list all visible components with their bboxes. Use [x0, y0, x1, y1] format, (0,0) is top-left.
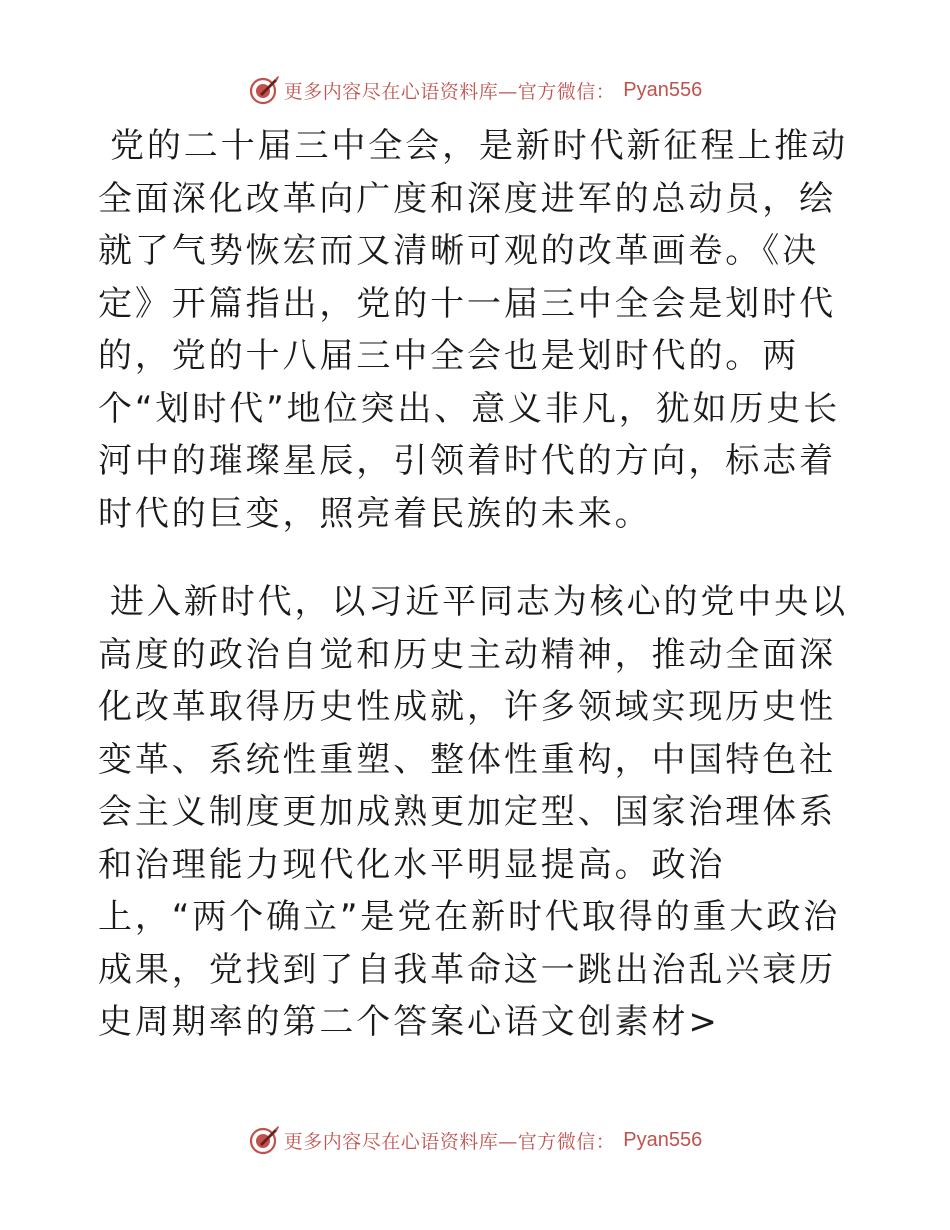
- watermark-text: 更多内容尽在心语资料库—官方微信：: [283, 80, 616, 103]
- watermark-account: Pyan556: [623, 78, 703, 101]
- quill-logo-icon: [248, 1124, 280, 1156]
- paragraph: [98, 576, 850, 1049]
- quill-logo-icon: [248, 74, 280, 106]
- header-watermark: [0, 70, 950, 110]
- article-body: [98, 120, 850, 1049]
- watermark-account: Pyan556: [623, 1128, 703, 1151]
- paragraph-text: 党的二十届三中全会，是新时代新征程上推动全面深化改革向广度和深度进军的总动员，绘就了气势恢宏而又清晰可观的改革画卷。《决定》开篇指出，党的十一届三中全会是划时代的，党的十八届三中全会也是划时代的。两个“划时代”地位突出、意义非凡，犹如历史长河中的璀璨星辰，引领着时代的方向，标志着时代的巨变，照亮着民族的未来。: [98, 126, 848, 534]
- footer-watermark: [0, 1120, 950, 1160]
- watermark-text: 更多内容尽在心语资料库—官方微信：: [283, 1130, 616, 1153]
- paragraph: [98, 120, 850, 540]
- paragraph-text: 进入新时代，以习近平同志为核心的党中央以高度的政治自觉和历史主动精神，推动全面深化改革取得历史性成就，许多领域实现历史性变革、系统性重塑、整体性重构，中国特色社会主义制度更加成熟更加定型、国家治理体系和治理能力现代化水平明显提高。政治上，“两个确立”是党在新时代取得的重大政治成果，党找到了自我革命这一跳出治乱兴衰历史周期率的第二个答案心语文创素材>: [98, 582, 848, 1042]
